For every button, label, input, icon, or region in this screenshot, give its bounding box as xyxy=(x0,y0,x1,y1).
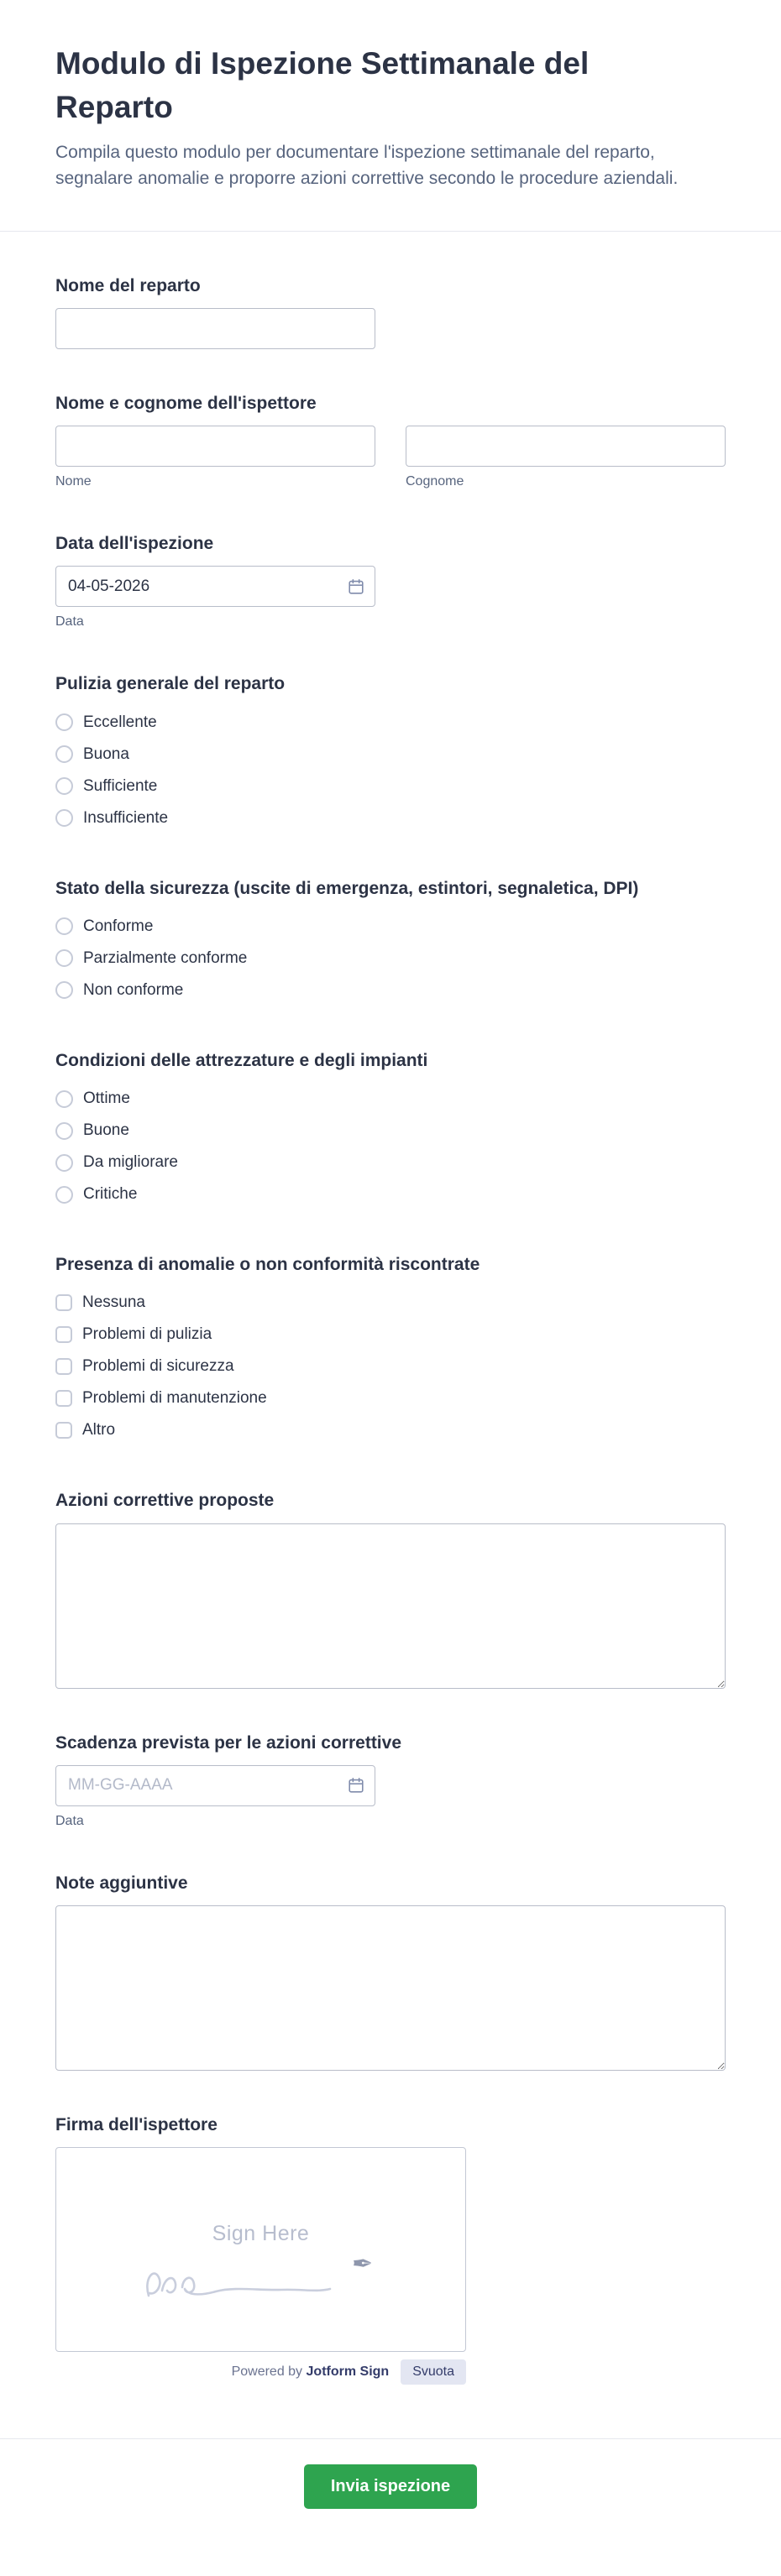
submit-row xyxy=(0,2464,781,2509)
radio-option[interactable] xyxy=(55,1178,726,1210)
signature-pad[interactable] xyxy=(55,2147,466,2352)
checkbox-icon[interactable] xyxy=(55,1390,72,1407)
question-equipment xyxy=(55,1050,726,1210)
signature-footer xyxy=(55,2359,466,2385)
question-label: Stato della sicurezza (uscite di emergenza, estintori, segnaletica, DPI) xyxy=(55,878,639,898)
radio-icon[interactable] xyxy=(55,777,73,795)
radio-icon[interactable] xyxy=(55,809,73,827)
footer-divider xyxy=(0,2438,781,2439)
question-label: Azioni correttive proposte xyxy=(55,1491,275,1511)
question-label: Pulizia generale del reparto xyxy=(55,674,286,694)
powered-by-text: Powered by xyxy=(231,2364,303,2380)
radio-option[interactable] xyxy=(55,739,726,771)
question-notes xyxy=(55,1873,726,2071)
radio-option[interactable] xyxy=(55,974,726,1006)
checkbox-group-anomalies xyxy=(55,1287,726,1446)
radio-icon[interactable] xyxy=(55,713,73,731)
first-name-sublabel: Nome xyxy=(55,474,92,489)
radio-option-label: Buona xyxy=(83,745,129,763)
first-name-column xyxy=(55,426,375,489)
radio-option[interactable] xyxy=(55,943,726,974)
radio-option-label: Eccellente xyxy=(83,713,157,731)
deadline-date-input[interactable] xyxy=(55,1765,375,1806)
radio-icon[interactable] xyxy=(55,981,73,999)
radio-icon[interactable] xyxy=(55,949,73,967)
radio-icon[interactable] xyxy=(55,745,73,763)
radio-option[interactable] xyxy=(55,1083,726,1115)
department-name-input[interactable] xyxy=(55,308,375,349)
checkbox-option-label: Nessuna xyxy=(82,1293,145,1312)
date-sublabel: Data xyxy=(55,614,84,630)
radio-icon[interactable] xyxy=(55,1154,73,1172)
radio-option-label: Sufficiente xyxy=(83,776,158,795)
checkbox-option-label: Altro xyxy=(82,1421,116,1440)
radio-option-label: Conforme xyxy=(83,917,154,935)
question-label: Note aggiuntive xyxy=(55,1873,188,1893)
question-cleanliness xyxy=(55,673,726,833)
calendar-icon[interactable] xyxy=(347,1776,365,1795)
question-label: Data dell'ispezione xyxy=(55,534,214,554)
checkbox-icon[interactable] xyxy=(55,1294,72,1311)
radio-option[interactable] xyxy=(55,911,726,943)
question-label: Firma dell'ispettore xyxy=(55,2115,218,2135)
question-anomalies xyxy=(55,1254,726,1446)
radio-group-safety xyxy=(55,911,726,1006)
last-name-column xyxy=(406,426,726,489)
checkbox-option-label: Problemi di pulizia xyxy=(82,1325,212,1344)
question-deadline xyxy=(55,1732,726,1829)
inspection-date-input[interactable] xyxy=(55,566,375,607)
question-label: Scadenza prevista per le azioni correttive xyxy=(55,1732,402,1753)
checkbox-option[interactable] xyxy=(55,1414,726,1446)
notes-textarea[interactable] xyxy=(55,1905,726,2071)
checkbox-icon[interactable] xyxy=(55,1326,72,1343)
question-corrective-actions xyxy=(55,1490,726,1688)
checkbox-icon[interactable] xyxy=(55,1422,72,1439)
radio-option[interactable] xyxy=(55,1147,726,1178)
checkbox-option[interactable] xyxy=(55,1382,726,1414)
radio-option-label: Non conforme xyxy=(83,980,184,999)
form-subtitle: Compila questo modulo per documentare l'ispezione settimanale del reparto, segnalare anomalie e proporre azioni correttive secondo le procedure aziendali. xyxy=(55,142,679,189)
radio-option[interactable] xyxy=(55,707,726,739)
radio-icon[interactable] xyxy=(55,917,73,935)
date-sublabel: Data xyxy=(55,1813,84,1828)
checkbox-option[interactable] xyxy=(55,1319,726,1351)
radio-option-label: Da migliorare xyxy=(83,1153,178,1172)
question-label: Condizioni delle attrezzature e degli impianti xyxy=(55,1050,428,1070)
clear-signature-button[interactable]: Svuota xyxy=(401,2359,466,2385)
question-safety xyxy=(55,878,726,1006)
question-label: Presenza di anomalie o non conformità riscontrate xyxy=(55,1255,480,1275)
radio-group-cleanliness xyxy=(55,707,726,834)
checkbox-option-label: Problemi di sicurezza xyxy=(82,1357,234,1376)
question-inspection-date xyxy=(55,533,726,630)
question-label: Nome e cognome dell'ispettore xyxy=(55,393,317,413)
form-title: Modulo di Ispezione Settimanale del Reparto xyxy=(55,46,590,124)
radio-option-label: Parzialmente conforme xyxy=(83,948,248,967)
question-inspector-name xyxy=(55,393,726,489)
header-divider xyxy=(0,231,781,232)
last-name-sublabel: Cognome xyxy=(406,474,464,489)
question-label: Nome del reparto xyxy=(55,275,201,295)
checkbox-icon[interactable] xyxy=(55,1358,72,1375)
radio-group-equipment xyxy=(55,1083,726,1210)
radio-option-label: Ottime xyxy=(83,1089,130,1108)
radio-option-label: Buone xyxy=(83,1121,129,1140)
question-department-name xyxy=(55,275,726,349)
corrective-actions-textarea[interactable] xyxy=(55,1523,726,1689)
radio-icon[interactable] xyxy=(55,1186,73,1204)
question-signature xyxy=(55,2114,726,2385)
radio-option[interactable] xyxy=(55,802,726,834)
inspector-last-name-input[interactable] xyxy=(406,426,726,467)
checkbox-option[interactable] xyxy=(55,1287,726,1319)
radio-icon[interactable] xyxy=(55,1122,73,1140)
radio-option-label: Critiche xyxy=(83,1185,138,1204)
radio-option-label: Insufficiente xyxy=(83,808,169,827)
radio-option[interactable] xyxy=(55,1115,726,1147)
signature-scribble xyxy=(137,2249,357,2312)
sign-here-hint: Sign Here xyxy=(212,2222,310,2246)
checkbox-option[interactable] xyxy=(55,1351,726,1382)
pen-icon: ✒ xyxy=(352,2250,374,2279)
powered-by-label xyxy=(232,2364,390,2380)
radio-icon[interactable] xyxy=(55,1090,73,1108)
submit-button[interactable]: Invia ispezione xyxy=(304,2464,477,2509)
radio-option[interactable] xyxy=(55,771,726,802)
jotform-sign-brand: Jotform Sign xyxy=(306,2364,390,2380)
calendar-icon[interactable] xyxy=(347,577,365,596)
checkbox-option-label: Problemi di manutenzione xyxy=(82,1389,267,1408)
inspector-first-name-input[interactable] xyxy=(55,426,375,467)
